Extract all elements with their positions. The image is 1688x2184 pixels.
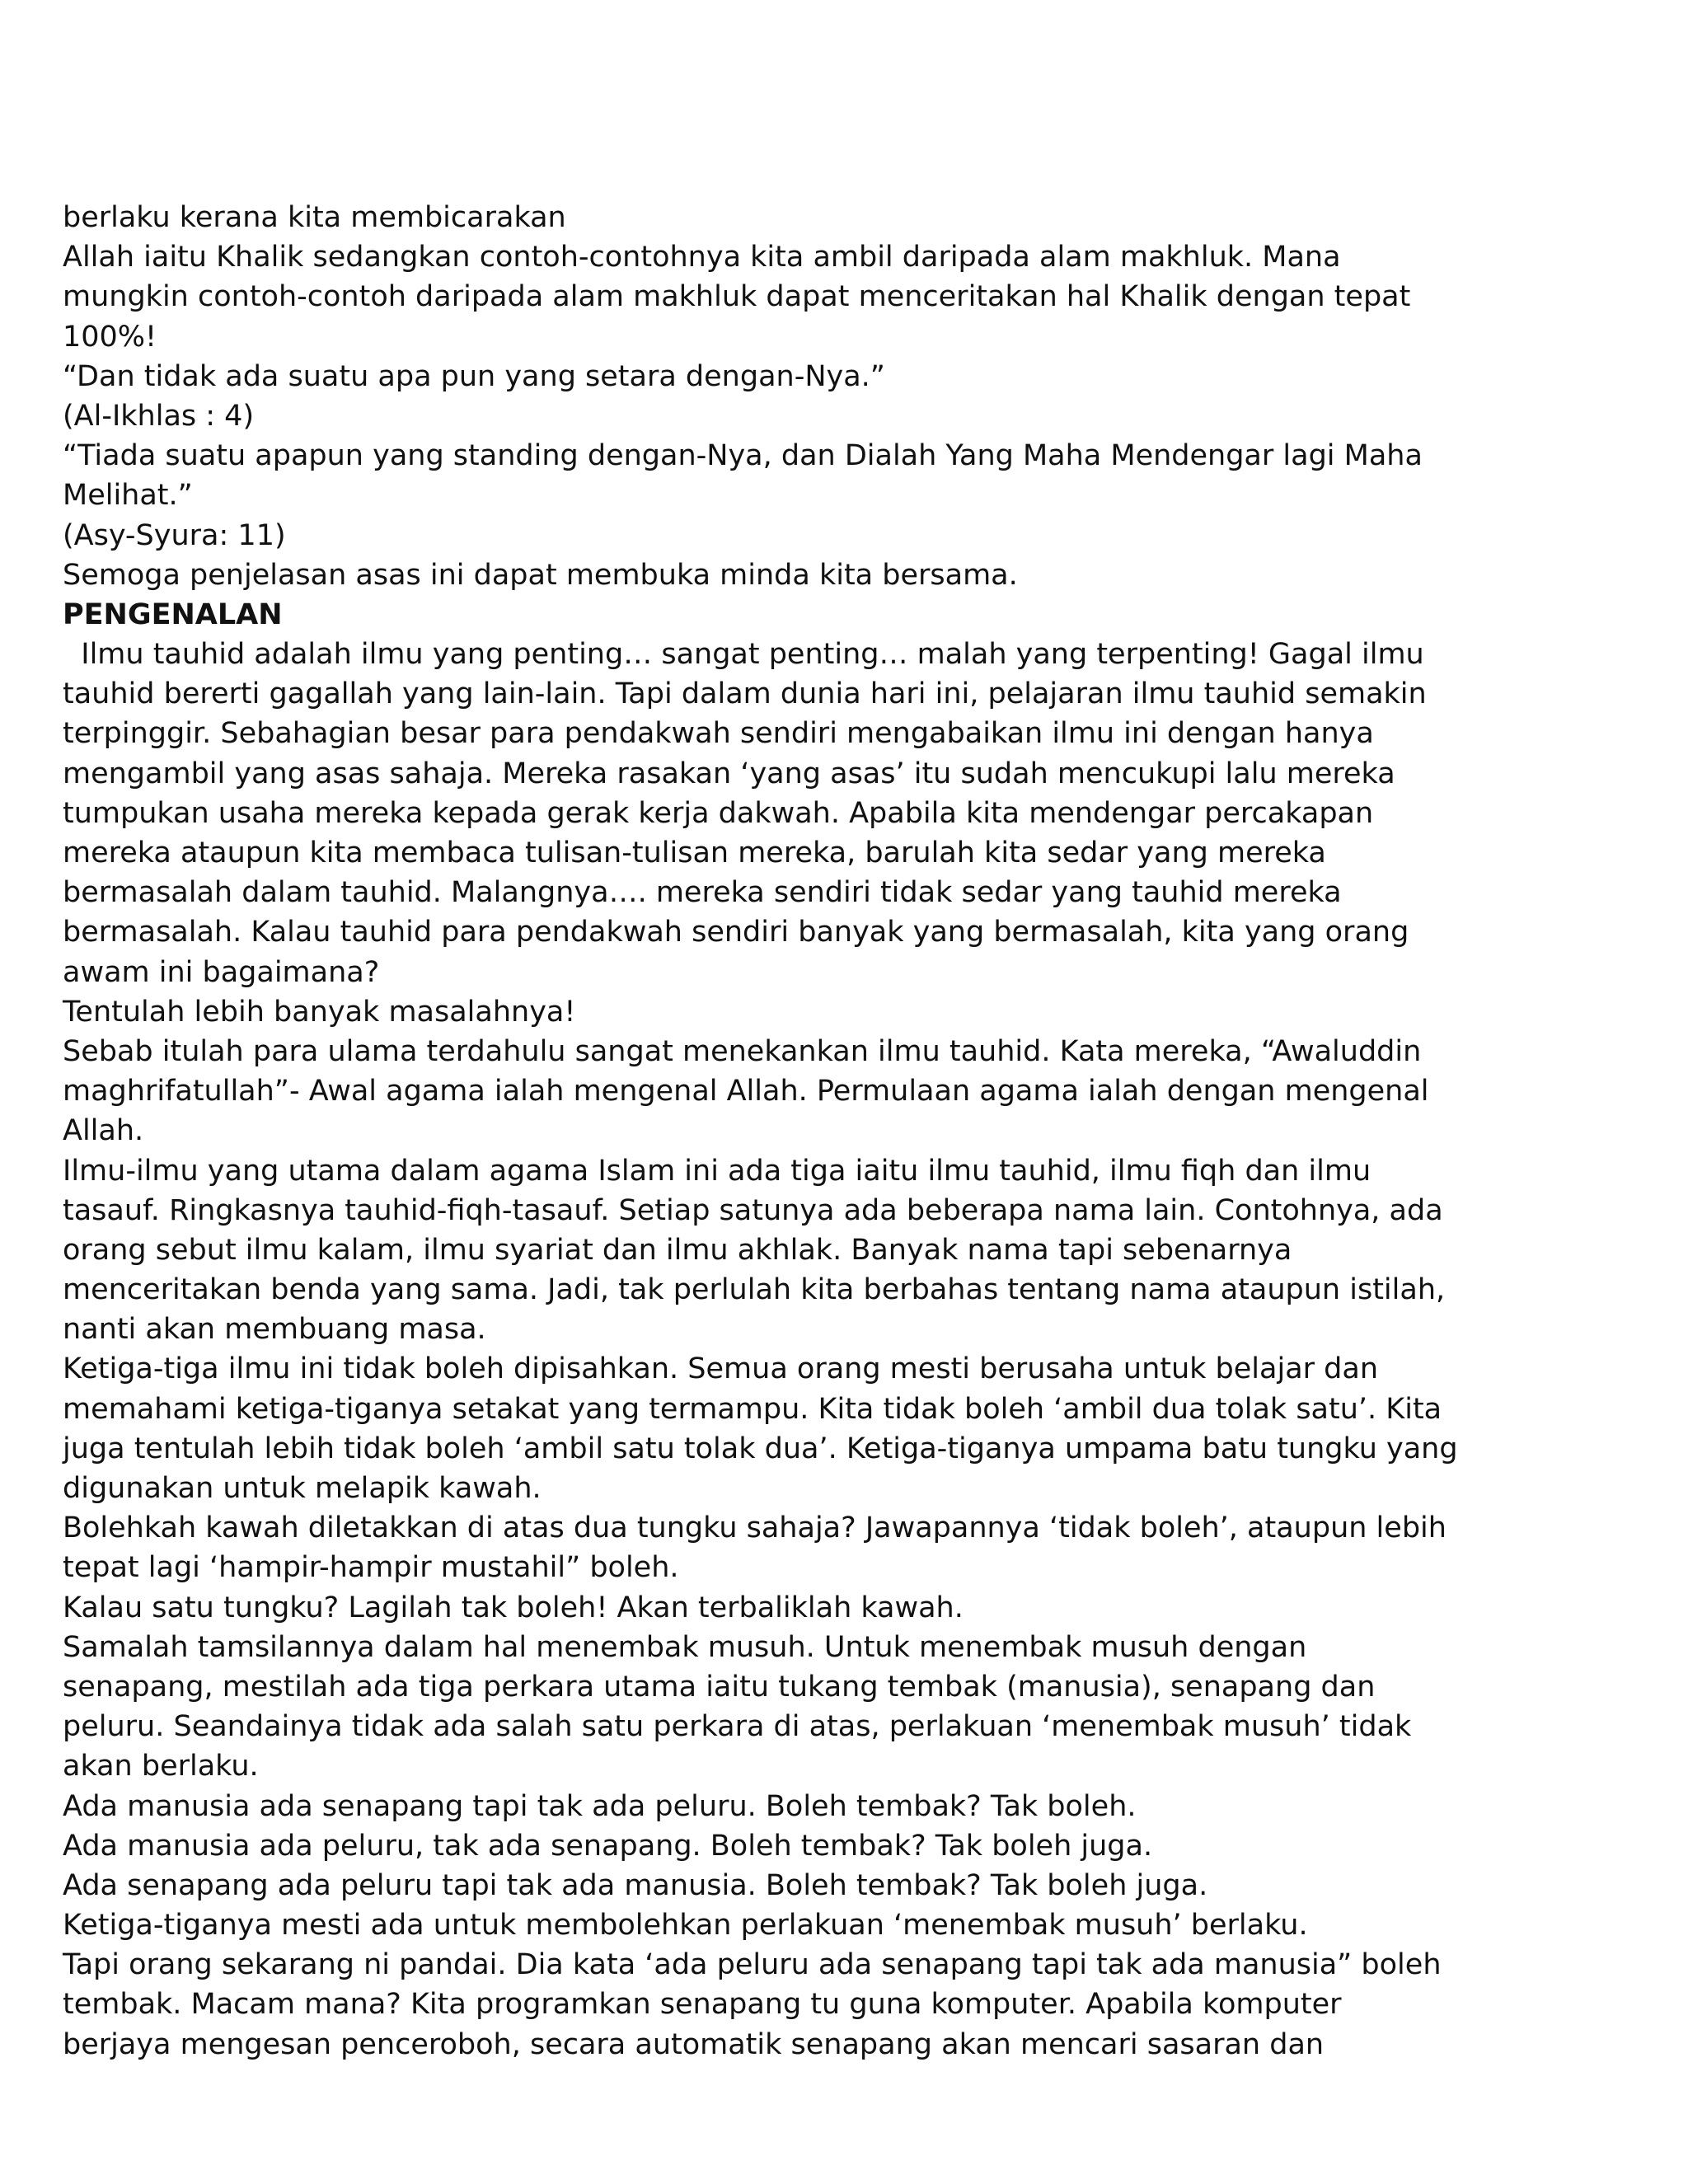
text-line: memahami ketiga-tiganya setakat yang termampu. Kita tidak boleh ‘ambil dua tolak satu’. Kita: [63, 1392, 1442, 1426]
text-line: mereka ataupun kita membaca tulisan-tulisan mereka, barulah kita sedar yang mereka: [63, 837, 1326, 869]
text-line: “Dan tidak ada suatu apa pun yang setara dengan-Nya.”: [63, 359, 885, 393]
text-line: berjaya mengesan penceroboh, secara automatik senapang akan mencari sasaran dan: [63, 2027, 1325, 2061]
text-line: Ketiga-tiganya mesti ada untuk membolehkan perlakuan ‘menembak musuh’ berlaku.: [63, 1909, 1308, 1943]
text-line: tepat lagi ‘hampir-hampir mustahil” boleh.: [63, 1551, 679, 1585]
text-line: bermasalah. Kalau tauhid para pendakwah sendiri banyak yang bermasalah, kita yang orang: [63, 916, 1409, 949]
text-line: menceritakan benda yang sama. Jadi, tak perlulah kita berbahas tentang nama ataupun istilah,: [63, 1273, 1446, 1307]
text-line: Ilmu tauhid adalah ilmu yang penting… sangat penting… malah yang terpenting! Gagal ilmu: [63, 638, 1424, 672]
text-line: Tapi orang sekarang ni pandai. Dia kata ‘ada peluru ada senapang tapi tak ada manusia” boleh: [63, 1948, 1442, 1982]
text-line: Tentulah lebih banyak masalahnya!: [63, 995, 576, 1029]
text-line: Ada senapang ada peluru tapi tak ada manusia. Boleh tembak? Tak boleh juga.: [63, 1868, 1208, 1902]
text-line: berlaku kerana kita membicarakan: [63, 201, 566, 234]
text-line: orang sebut ilmu kalam, ilmu syariat dan ilmu akhlak. Banyak nama tapi sebenarnya: [63, 1233, 1292, 1267]
text-line: maghrifatullah”- Awal agama ialah mengenal Allah. Permulaan agama ialah dengan mengenal: [63, 1075, 1429, 1108]
text-line: 100%!: [63, 320, 157, 354]
text-line: (Al-Ikhlas : 4): [63, 399, 255, 433]
text-line: nanti akan membuang masa.: [63, 1313, 486, 1347]
text-line: juga tentulah lebih tidak boleh ‘ambil satu tolak dua’. Ketiga-tiganya umpama batu tungku yang: [63, 1432, 1458, 1465]
text-line: tasauf. Ringkasnya tauhid-fiqh-tasauf. Setiap satunya ada beberapa nama lain. Contohnya, ada: [63, 1193, 1443, 1227]
text-line: senapang, mestilah ada tiga perkara utama iaitu tukang tembak (manusia), senapang dan: [63, 1670, 1376, 1704]
section-heading: PENGENALAN: [63, 598, 283, 631]
text-line: terpinggir. Sebahagian besar para pendakwah sendiri mengabaikan ilmu ini dengan hanya: [63, 717, 1374, 751]
text-line: mungkin contoh-contoh daripada alam makhluk dapat menceritakan hal Khalik dengan tepat: [63, 280, 1411, 314]
text-line: Kalau satu tungku? Lagilah tak boleh! Akan terbaliklah kawah.: [63, 1591, 964, 1624]
text-line: Ada manusia ada senapang tapi tak ada peluru. Boleh tembak? Tak boleh.: [63, 1789, 1137, 1823]
text-line: Allah.: [63, 1114, 144, 1148]
text-line: Ilmu-ilmu yang utama dalam agama Islam ini ada tiga iaitu ilmu tauhid, ilmu fiqh dan ilmu: [63, 1154, 1372, 1188]
text-line: Semoga penjelasan asas ini dapat membuka minda kita bersama.: [63, 558, 1018, 592]
text-line: akan berlaku.: [63, 1750, 259, 1783]
text-line: Ada manusia ada peluru, tak ada senapang. Boleh tembak? Tak boleh juga.: [63, 1829, 1153, 1863]
text-line: tembak. Macam mana? Kita programkan senapang tu guna komputer. Apabila komputer: [63, 1988, 1342, 2022]
text-line: Bolehkah kawah diletakkan di atas dua tungku sahaja? Jawapannya ‘tidak boleh’, ataupun lebih: [63, 1511, 1447, 1545]
text-line: digunakan untuk melapik kawah.: [63, 1472, 542, 1505]
text-line: Allah iaitu Khalik sedangkan contoh-contohnya kita ambil daripada alam makhluk. Mana: [63, 241, 1341, 274]
text-line: (Asy-Syura: 11): [63, 518, 286, 552]
text-line: Samalah tamsilannya dalam hal menembak musuh. Untuk menembak musuh dengan: [63, 1630, 1307, 1664]
text-line: tumpukan usaha mereka kepada gerak kerja dakwah. Apabila kita mendengar percakapan: [63, 796, 1374, 830]
text-line: tauhid bererti gagallah yang lain-lain. Tapi dalam dunia hari ini, pelajaran ilmu tauhid semakin: [63, 677, 1427, 711]
text-line: Sebab itulah para ulama terdahulu sangat menekankan ilmu tauhid. Kata mereka, “Awaluddin: [63, 1034, 1422, 1068]
text-line: Ketiga-tiga ilmu ini tidak boleh dipisahkan. Semua orang mesti berusaha untuk belajar dan: [63, 1352, 1379, 1386]
body-text: [63, 198, 1480, 2064]
text-line: peluru. Seandainya tidak ada salah satu perkara di atas, perlakuan ‘menembak musuh’ tidak: [63, 1710, 1412, 1744]
text-line: awam ini bagaimana?: [63, 955, 380, 989]
text-line: Melihat.”: [63, 479, 193, 513]
text-line: “Tiada suatu apapun yang standing dengan-Nya, dan Dialah Yang Maha Mendengar lagi Maha: [63, 439, 1423, 473]
text-line: mengambil yang asas sahaja. Mereka rasakan ‘yang asas’ itu sudah mencukupi lalu mereka: [63, 757, 1395, 790]
text-line: bermasalah dalam tauhid. Malangnya…. mereka sendiri tidak sedar yang tauhid mereka: [63, 876, 1342, 910]
